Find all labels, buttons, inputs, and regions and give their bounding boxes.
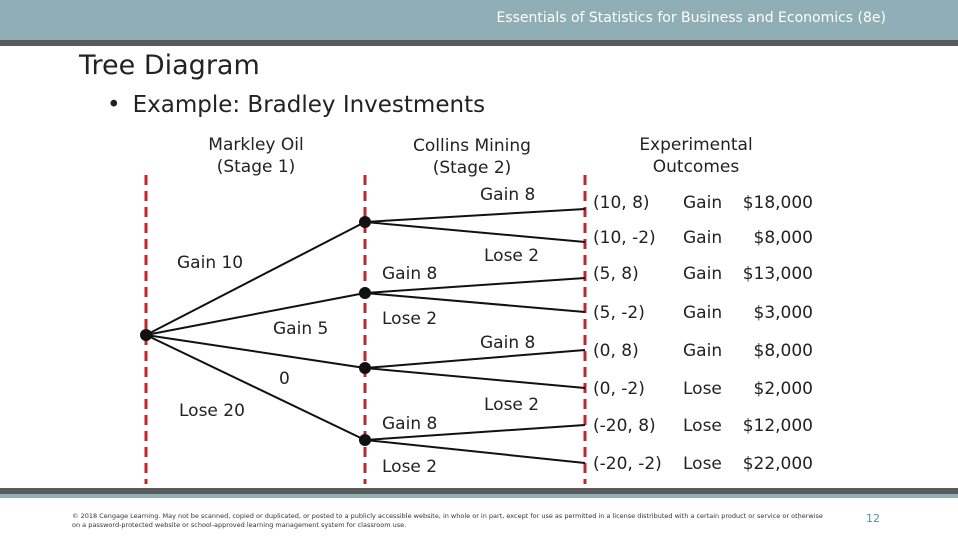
outcome-row xyxy=(593,228,813,248)
branch-c-upper xyxy=(365,350,585,368)
outcome-result: Lose xyxy=(683,454,722,474)
bullet-text: Example: Bradley Investments xyxy=(132,92,486,118)
outcome-row xyxy=(593,193,813,213)
outcome-pair: (0, 8) xyxy=(593,341,639,361)
branch-c-lower-label: Lose 2 xyxy=(484,395,540,415)
node-c xyxy=(359,362,371,374)
branch-d-lower-label: Lose 2 xyxy=(382,457,438,477)
stage1-label: Markley Oil xyxy=(208,135,304,155)
outcome-pair: (-20, -2) xyxy=(593,454,662,474)
outcome-pair: (10, 8) xyxy=(593,193,650,213)
outcome-amount: $22,000 xyxy=(742,454,813,474)
stage1-sub: (Stage 1) xyxy=(216,157,296,177)
branch-c-lower xyxy=(365,368,585,388)
branch-label-zero: 0 xyxy=(279,369,290,389)
outcome-amount: $2,000 xyxy=(753,379,813,399)
root-node xyxy=(140,329,152,341)
branch-gain10 xyxy=(146,222,365,335)
outcome-row xyxy=(593,341,813,361)
outcome-result: Gain xyxy=(683,264,723,284)
outcome-pair: (10, -2) xyxy=(593,228,656,248)
branch-b-upper-label: Gain 8 xyxy=(382,264,438,284)
outcome-pair: (5, -2) xyxy=(593,303,645,323)
branch-gain5 xyxy=(146,293,365,335)
outcomes-header xyxy=(626,134,766,178)
outcome-pair: (-20, 8) xyxy=(593,416,656,436)
branch-label-gain10: Gain 10 xyxy=(177,253,244,273)
node-b xyxy=(359,287,371,299)
outcome-result: Lose xyxy=(683,416,722,436)
page-number: 12 xyxy=(866,512,880,525)
branch-a-lower xyxy=(365,222,585,242)
outcome-result: Gain xyxy=(683,228,723,248)
branch-a-upper-label: Gain 8 xyxy=(480,185,536,205)
outcome-pair: (0, -2) xyxy=(593,379,645,399)
branch-label-lose20: Lose 20 xyxy=(179,401,245,421)
stage2-sub: (Stage 2) xyxy=(432,158,512,178)
branch-d-upper-label: Gain 8 xyxy=(382,414,438,434)
branch-label-gain5: Gain 5 xyxy=(273,319,329,339)
book-title: Essentials of Statistics for Business and Economics (8e) xyxy=(496,10,886,26)
outcome-row xyxy=(593,454,813,474)
outcome-result: Gain xyxy=(683,341,723,361)
node-a xyxy=(359,216,371,228)
stage1-header xyxy=(196,134,316,178)
outcome-pair: (5, 8) xyxy=(593,264,639,284)
outcome-amount: $3,000 xyxy=(753,303,813,323)
outcome-amount: $18,000 xyxy=(742,193,813,213)
bullet-icon: • xyxy=(107,92,121,118)
slide-title: Tree Diagram xyxy=(79,50,260,81)
stage2-header xyxy=(397,135,547,179)
outcome-result: Gain xyxy=(683,193,723,213)
branch-b-lower-label: Lose 2 xyxy=(382,309,438,329)
outcome-row xyxy=(593,416,813,436)
outcome-row xyxy=(593,303,813,323)
outcome-amount: $12,000 xyxy=(742,416,813,436)
outcomes-label: Experimental xyxy=(639,135,753,155)
branch-a-lower-label: Lose 2 xyxy=(484,246,540,266)
stage2-label: Collins Mining xyxy=(413,136,531,156)
branch-c-upper-label: Gain 8 xyxy=(480,333,536,353)
outcome-amount: $8,000 xyxy=(753,228,813,248)
outcome-row xyxy=(593,379,813,399)
outcome-result: Gain xyxy=(683,303,723,323)
outcome-amount: $13,000 xyxy=(742,264,813,284)
copyright-notice: © 2018 Cengage Learning. May not be scanned, copied or duplicated, or posted to a publicly accessible website, in whole or in part, except for use as permitted in a license distributed with a certain product or service or otherwise on a password-protected website or school-approved learning management system for classroom use. xyxy=(72,512,823,529)
outcome-row xyxy=(593,264,813,284)
footer-bar xyxy=(0,494,958,498)
outcomes-sub: Outcomes xyxy=(652,157,740,177)
outcome-result: Lose xyxy=(683,379,722,399)
outcome-amount: $8,000 xyxy=(753,341,813,361)
branch-a-upper xyxy=(365,209,585,222)
node-d xyxy=(359,434,371,446)
